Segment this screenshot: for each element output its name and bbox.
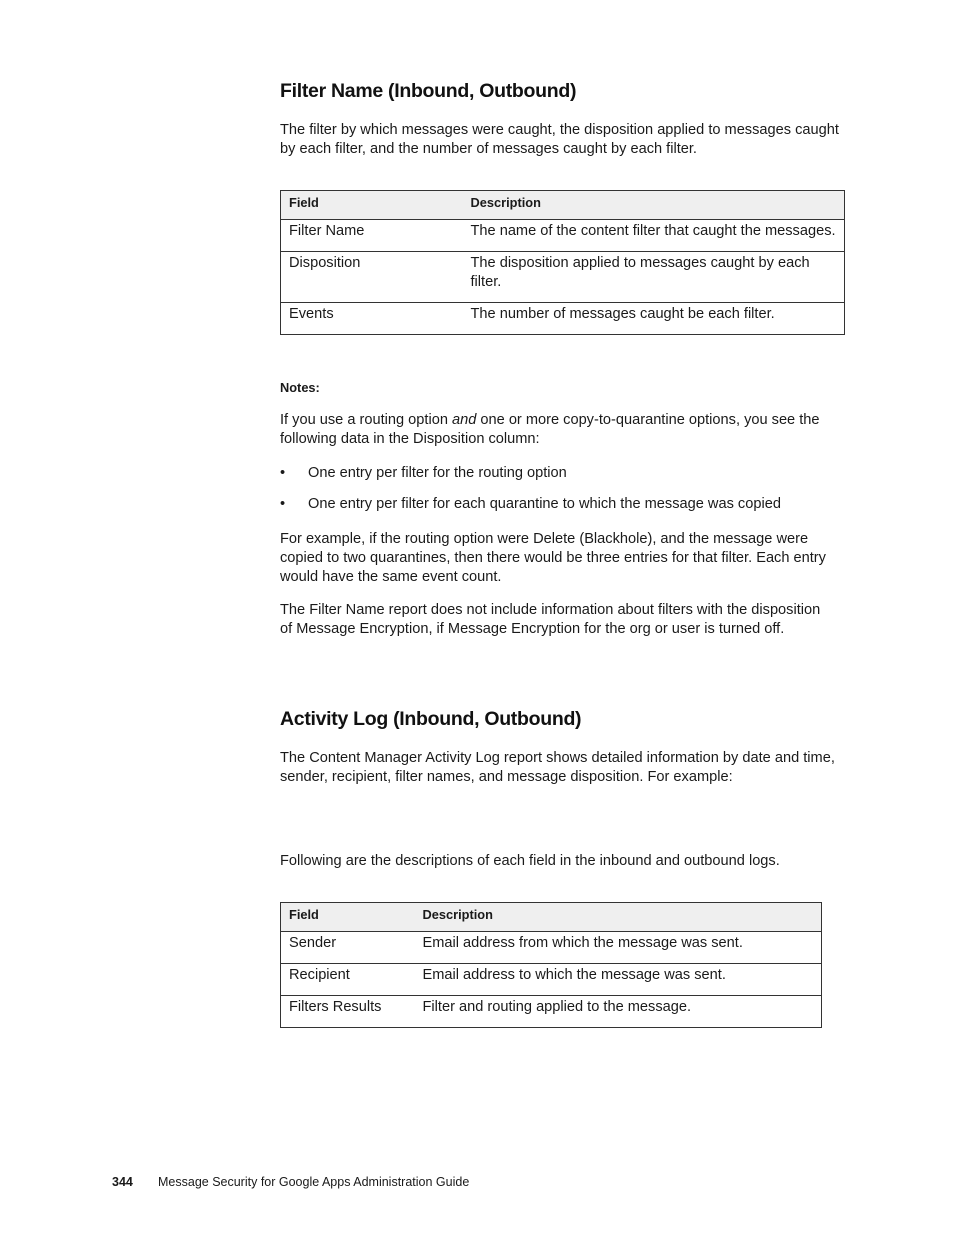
table-cell-description: The name of the content filter that caught the messages. <box>463 220 845 252</box>
table-cell-field: Filters Results <box>281 996 415 1028</box>
table-cell-description: Filter and routing applied to the message. <box>415 996 822 1028</box>
table-row <box>281 220 845 252</box>
encryption-paragraph: The Filter Name report does not include information about filters with the disposition of Message Encryption, if Message Encryption for the org or user is turned off. <box>280 602 821 637</box>
filter-name-intro: The filter by which messages were caught, the disposition applied to messages caught by each filter, and the number of messages caught by each filter. <box>280 122 839 157</box>
notes-label: Notes: <box>280 380 320 395</box>
table-cell-description: Email address to which the message was sent. <box>415 964 822 996</box>
column-header-field: Field <box>281 191 463 220</box>
activity-log-intro: The Content Manager Activity Log report shows detailed information by date and time, sender, recipient, filter names, and message disposition. For example: <box>280 750 835 785</box>
list-item-text: One entry per filter for the routing option <box>308 465 567 481</box>
list-item-text: One entry per filter for each quarantine to which the message was copied <box>308 496 781 512</box>
page-number: 344 <box>112 1175 133 1189</box>
table-cell-field: Events <box>281 303 463 335</box>
example-paragraph: For example, if the routing option were Delete (Blackhole), and the message were copied to two quarantines, then there would be three entries for that filter. Each entry would have the same event count. <box>280 531 826 585</box>
notes-text-before: If you use a routing option <box>280 412 452 428</box>
activity-log-table <box>280 902 822 1028</box>
table-row <box>281 996 822 1028</box>
page-footer <box>112 1174 469 1190</box>
section-title-filter-name: Filter Name (Inbound, Outbound) <box>280 80 577 102</box>
guide-title: Message Security for Google Apps Administration Guide <box>158 1175 470 1189</box>
table-cell-field: Disposition <box>281 252 463 303</box>
notes-text-emphasis: and <box>452 412 477 428</box>
list-item <box>280 464 567 483</box>
column-header-description: Description <box>415 903 822 932</box>
section-title-activity-log: Activity Log (Inbound, Outbound) <box>280 708 582 730</box>
table-cell-field: Sender <box>281 932 415 964</box>
column-header-description: Description <box>463 191 845 220</box>
column-header-field: Field <box>281 903 415 932</box>
table-header-row <box>281 903 822 932</box>
table-cell-field: Recipient <box>281 964 415 996</box>
list-item <box>280 495 781 514</box>
table-header-row <box>281 191 845 220</box>
table-cell-description: Email address from which the message was sent. <box>415 932 822 964</box>
bullet-glyph: • <box>280 496 286 512</box>
activity-log-following: Following are the descriptions of each field in the inbound and outbound logs. <box>280 853 780 869</box>
table-row <box>281 303 845 335</box>
notes-text-after: one or more copy-to-quarantine options, you see the following data in the Disposition column: <box>280 412 820 447</box>
table-cell-field: Filter Name <box>281 220 463 252</box>
table-cell-description: The number of messages caught be each filter. <box>463 303 845 335</box>
table-cell-description: The disposition applied to messages caught by each filter. <box>463 252 845 303</box>
bullet-glyph: • <box>280 465 286 481</box>
table-row <box>281 932 822 964</box>
table-row <box>281 252 845 303</box>
filter-name-table <box>280 190 845 335</box>
table-row <box>281 964 822 996</box>
notes-paragraph <box>280 411 845 449</box>
